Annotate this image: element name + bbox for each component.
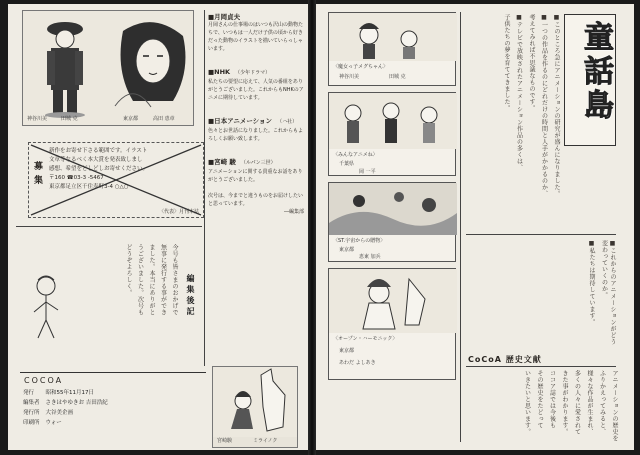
recruit-notice	[28, 142, 204, 218]
frame-1-image	[329, 13, 457, 61]
cocoa-col: 多くの人々に愛されて	[573, 370, 581, 435]
announcement-3	[208, 108, 304, 143]
editorial-col: うございました。次号も	[136, 244, 144, 316]
frame-2-image	[329, 93, 457, 149]
announcement-1	[208, 12, 304, 53]
article-col: ■私たちは期待しています。	[588, 240, 595, 326]
frame-3	[328, 182, 456, 262]
bottom-illus-caption-2: ミライノク	[253, 438, 278, 444]
right-divider	[466, 234, 616, 235]
frame-sub-2: 田城 克	[389, 74, 406, 80]
announcement-body: 色々とお世話になりました。これからもよろしくお願い致します。	[208, 128, 304, 142]
frame-sub-1: 千葉県	[339, 161, 355, 167]
frame-caption: 〈オープン・ハーモニック〉	[333, 336, 398, 342]
editorial-col: どうぞよろしく。	[125, 244, 132, 296]
manga-illustration-image	[23, 11, 193, 125]
frames-divider	[460, 12, 461, 442]
colophon-label: 印刷所	[23, 420, 40, 426]
article-col: 考えてみれば不思議なものです。	[528, 14, 535, 112]
frames-strip	[328, 12, 456, 380]
frame-4-image	[329, 269, 457, 333]
cocoa-divider	[466, 366, 616, 367]
frame-sub-1: 神谷川美	[339, 74, 360, 80]
article-col: ■一つの作品を作るのにどれだけの時間と人手がかかるのか、	[540, 14, 548, 197]
frame-caption: 〈魔女っ子メグちゃん〉	[333, 64, 389, 70]
announcement-title: ■NHK	[208, 68, 231, 76]
frame-sub-1: 東京都	[339, 348, 355, 354]
cocoa-columns	[468, 370, 618, 446]
frame-sub-2: あわだ よしあき	[339, 360, 376, 366]
colophon-row	[20, 407, 111, 417]
illus-caption-4: 高田 恵章	[153, 116, 175, 122]
bottom-illus-caption-1: 宮崎駿	[217, 438, 233, 444]
editorial-block	[78, 244, 200, 362]
closing-note: 次号は、今までと違うものをお届けしたいと思っています。	[208, 193, 304, 207]
announcement-title: ■宮崎 駿	[208, 158, 236, 166]
colophon-value: さきはやゆきお 吉田浩紀	[45, 400, 108, 406]
title-box	[564, 14, 616, 146]
notice-line: 感想、希望をどしどしお寄せください。	[49, 166, 149, 172]
cocoa-col: ふりかえってみると、	[598, 370, 606, 435]
cocoa-col: ココア誌では今後も	[548, 370, 556, 429]
notice-line: 東京都足立区千住寿町3-4 ○△○	[49, 184, 129, 190]
girl-and-wolf-image	[213, 367, 297, 437]
announcement-body: アニメーションに関する貴重なお話をありがとうございました。	[208, 169, 303, 183]
right-page	[316, 4, 634, 450]
cocoa-heading: CoCoA 歴史文献	[468, 355, 542, 364]
cocoa-col: 様々な作品が生まれ、	[586, 370, 593, 435]
colophon-value: 大谷美企画	[45, 410, 74, 416]
colophon-title: COCOA	[24, 376, 64, 385]
notice-line: 〒160 ☎03-3 -5467	[49, 175, 104, 181]
cocoa-col: きた事がわかります。	[561, 370, 568, 435]
colophon-label: 発行	[23, 390, 35, 396]
announcement-4	[208, 149, 304, 184]
notice-heading-1: 募	[34, 162, 44, 172]
frame-2	[328, 92, 456, 176]
page-title: 童話島	[578, 21, 613, 123]
frame-caption: 〈ST.宇宙からの贈物〉	[333, 238, 386, 244]
article-col: ■テレビで放映されたアニメーション作品の多くは、	[515, 14, 523, 171]
colophon-label: 編集者	[23, 400, 40, 406]
cross-out-mark	[29, 143, 203, 217]
notice-heading-2: 集	[34, 176, 44, 186]
colophon-row	[20, 397, 111, 407]
colophon-value: ウォー	[45, 420, 62, 426]
notice-line: 文章等なるべく本大賞を発表致しまし	[49, 157, 143, 163]
editor-sign: ―編集部	[283, 209, 304, 215]
cocoa-col: いきたいと思います。	[523, 370, 531, 435]
illus-caption-3: 東京都	[123, 116, 139, 122]
column-divider	[204, 10, 205, 366]
colophon-value: 昭和55年11月17日	[45, 390, 95, 396]
right-columns	[466, 14, 560, 234]
frame-sub-1: 東京都	[339, 247, 355, 253]
left-page	[8, 4, 308, 450]
announcement-body: 月岡さんの仕事場のはいつも沢山の動物たちで、いつもは一人だけ子供の頃から好きだった動物のイラストを描いていらっしゃいます。	[208, 22, 304, 52]
illus-caption-1: 神谷川美	[27, 116, 48, 122]
editorial-col: ました。本当にありがと	[148, 244, 155, 316]
cocoa-col: アニメーションの歴史を	[611, 370, 618, 442]
section-divider	[16, 226, 202, 227]
article-col: 子供たちの夢を育ててきました。	[503, 14, 510, 112]
frame-3-image	[329, 183, 457, 235]
right-columns-lower	[466, 240, 616, 350]
announcement-2	[208, 59, 304, 102]
announcement-title: ■月岡貞夫	[208, 13, 241, 21]
frame-caption: 〈みんなアニメね〉	[333, 152, 378, 158]
bottom-illustration	[212, 366, 298, 448]
colophon-table	[20, 387, 111, 427]
colophon-label: 発行所	[23, 410, 40, 416]
illus-caption-2: 田城 克	[61, 116, 78, 122]
frame-sub-2: 恵東 加兵	[359, 254, 381, 260]
notice-stamp: 〈代表〉月刊本誌	[158, 209, 199, 215]
frame-4	[328, 268, 456, 380]
colophon-row	[20, 387, 111, 397]
doodle-character-image	[26, 272, 66, 342]
editorial-columns	[124, 244, 179, 362]
editorial-col: 無事に発行する事ができ	[159, 244, 167, 316]
article-col: ■このところ急にアニメーションの研究が盛んになりました。	[553, 14, 560, 197]
article-col: ■これからのアニメーションがどう変わっていくのか。	[600, 240, 616, 345]
colophon	[20, 372, 206, 445]
colophon-row	[20, 417, 111, 427]
announcement-subtitle: （ハ社）	[277, 119, 298, 125]
top-illustration	[22, 10, 194, 126]
announcement-title: ■日本アニメーション	[208, 117, 273, 125]
notice-line: 新作をお寄せ下さる範囲です。イラスト	[49, 148, 148, 154]
frame-1	[328, 12, 456, 86]
editorial-heading: 編集後記	[186, 274, 195, 318]
announcements	[208, 12, 304, 357]
announcement-subtitle: （ルパン三世）	[241, 160, 276, 166]
announcement-subtitle: （少年ドラマ）	[235, 70, 271, 76]
editorial-col: 今号も皆さまのおかげで	[171, 244, 178, 316]
book-gutter	[308, 0, 316, 455]
frame-sub-2: 岡 一平	[359, 169, 376, 175]
announcement-body: 私たちの要望に応えて、人気の番組をありがとうございました。これからもNHKのアニメに期待しています。	[208, 79, 304, 101]
cocoa-col: その歴史をたどって	[536, 370, 543, 429]
